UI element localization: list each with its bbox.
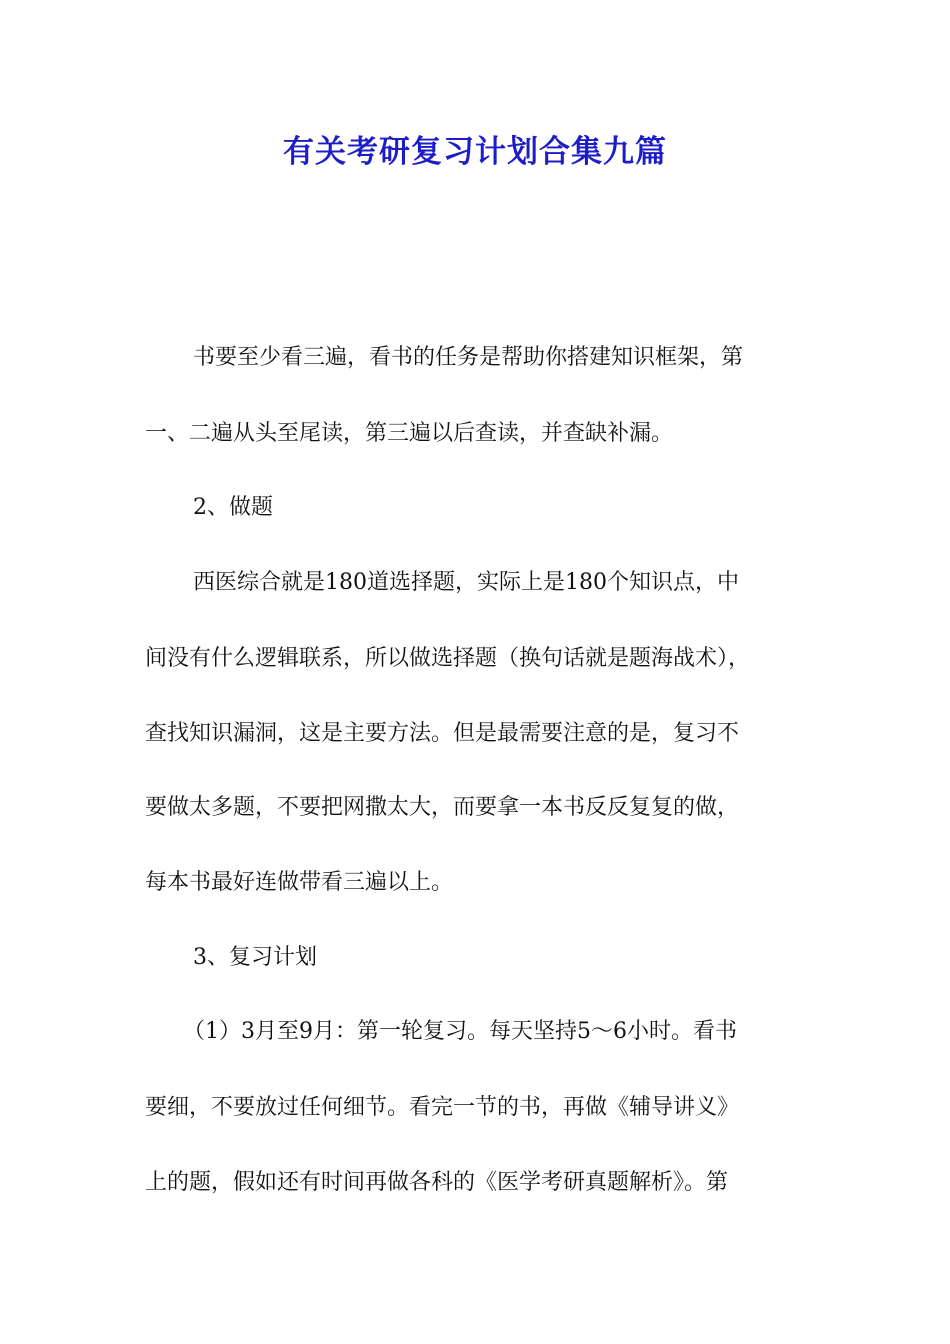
paragraph-line: 上的题，假如还有时间再做各科的《医学考研真题解析》。第 — [145, 1170, 729, 1195]
paragraph-line: 一、二遍从头至尾读，第三遍以后查读，并查缺补漏。 — [145, 421, 674, 446]
paragraph-line: 查找知识漏洞，这是主要方法。但是最需要注意的是，复习不 — [145, 721, 740, 746]
paragraph-line: 西医综合就是180道选择题，实际上是180个知识点，中 — [193, 570, 739, 595]
paragraph-line: 间没有什么逻辑联系，所以做选择题（换句话就是题海战术）， — [145, 646, 751, 671]
document-title: 有关考研复习计划合集九篇 — [283, 134, 667, 170]
paragraph-line: 书要至少看三遍，看书的任务是帮助你搭建知识框架，第 — [193, 345, 744, 370]
paragraph-line: 要细，不要放过任何细节。看完一节的书，再做《辅导讲义》 — [145, 1095, 740, 1120]
section-heading: 3、复习计划 — [193, 945, 317, 970]
paragraph-line: 要做太多题，不要把网撒太大，而要拿一本书反反复复的做， — [145, 795, 740, 820]
paragraph-line: 每本书最好连做带看三遍以上。 — [145, 870, 454, 895]
section-heading: 2、做题 — [193, 495, 273, 520]
paragraph-line: （1）3月至9月：第一轮复习。每天坚持5～6小时。看书 — [183, 1019, 737, 1044]
